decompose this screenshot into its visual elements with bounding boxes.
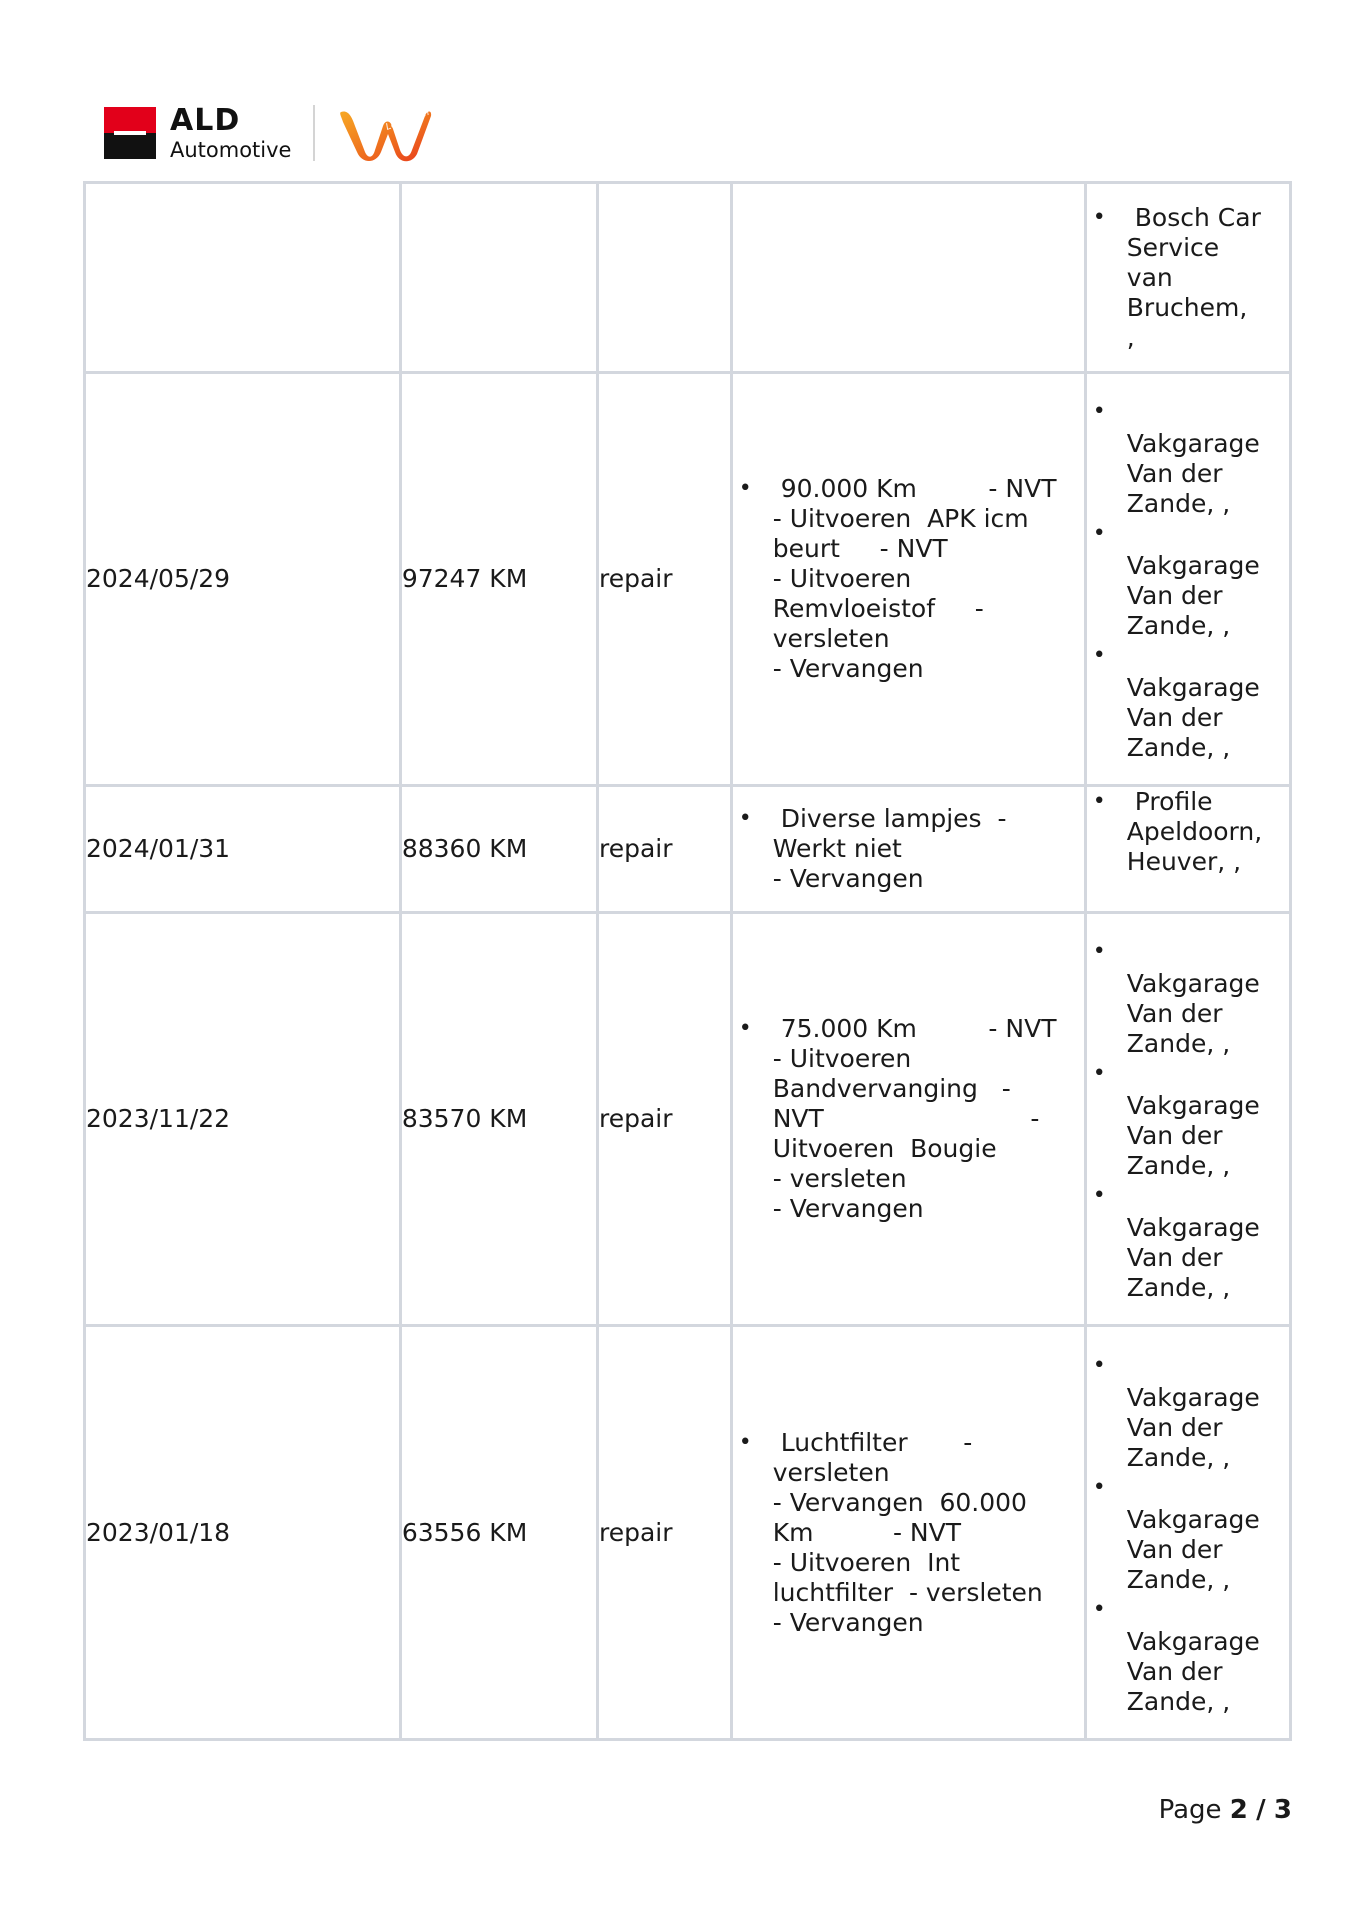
cell-date [85,183,401,373]
table-row [85,183,1291,373]
description-line: versleten [772,1457,890,1487]
garage-line: Zande, , [1126,733,1231,762]
cell-garage [1085,183,1290,373]
page-current: 2 [1229,1795,1248,1825]
garage-line [1127,397,1289,429]
garage-line: Van der [1126,1121,1223,1150]
garage-line [1127,1473,1289,1505]
garage-item [1087,1181,1289,1303]
bullet-icon: • [1092,1061,1106,1086]
table-row [85,913,1291,1326]
description-line: - Uitvoeren [772,1044,912,1073]
description-item [733,1014,1084,1224]
description-line: Werkt niet [772,834,902,863]
cell-type: repair [597,913,731,1326]
description-line: - Vervangen [772,1607,924,1637]
table-row [85,1326,1291,1740]
bullet-icon: • [1092,789,1106,814]
garage-line: Service [1126,232,1220,262]
description-item [733,1428,1084,1638]
page-number [1159,1795,1292,1825]
bullet-icon: • [738,1429,752,1455]
ald-brand: ALD [170,102,241,138]
bullet-icon: • [738,1016,752,1041]
garage-item [1087,1059,1289,1181]
description-line: beurt - NVT [772,534,948,563]
garage-line: Vakgarage [1126,551,1260,580]
description-line: - Vervangen [772,1194,924,1223]
bullet-icon: • [1092,1596,1106,1622]
garage-line [1127,519,1289,551]
garage-line [1127,1351,1289,1383]
garage-line [1127,641,1289,673]
garage-line: Vakgarage [1126,1504,1260,1534]
garage-line: Vakgarage [1126,1213,1260,1242]
garage-line: Zande, , [1126,1442,1231,1472]
description-line: 75.000 Km - NVT [780,1014,1057,1043]
garage-line: Apeldoorn, [1126,817,1263,846]
garage-line: Van der [1126,1656,1223,1686]
logo-divider [313,105,315,161]
garage-line: Vakgarage [1126,969,1260,998]
description-line: NVT - [772,1104,1040,1133]
description-item [733,474,1084,684]
cell-type [597,183,731,373]
garage-item [1087,519,1289,641]
page-label: Page [1158,1795,1222,1825]
garage-line: Van der [1126,1534,1223,1564]
cell-garage [1085,786,1290,913]
cell-date: 2023/11/22 [85,913,401,1326]
description-line: - versleten [772,1164,907,1193]
garage-line: Van der [1126,1243,1223,1272]
garage-item [1087,787,1289,877]
garage-item [1087,203,1289,353]
bullet-icon: • [1092,521,1106,546]
page-total: 3 [1273,1795,1292,1825]
description-line: - Uitvoeren Int [772,1547,961,1577]
bullet-icon: • [1092,1474,1106,1500]
description-line: versleten [772,624,890,653]
bullet-icon: • [1092,204,1106,230]
garage-item [1087,1351,1289,1473]
garage-line [1127,1595,1289,1627]
description-line: Km - NVT [772,1517,961,1547]
garage-line: Van der [1126,703,1223,732]
garage-item [1087,397,1289,519]
garage-line: Profile [1134,787,1213,816]
cell-date: 2023/01/18 [85,1326,401,1740]
cell-garage [1085,1326,1290,1740]
garage-line: Van der [1126,581,1223,610]
garage-line [1127,937,1289,969]
garage-line: Van der [1126,459,1223,488]
description-line: - Vervangen [772,864,924,893]
garage-item [1087,937,1289,1059]
maintenance-history-table [83,181,1292,1741]
garage-item [1087,641,1289,763]
bullet-icon: • [1092,1183,1106,1208]
garage-line [1127,1181,1289,1213]
garage-item [1087,1473,1289,1595]
bullet-icon: • [738,476,752,501]
garage-line: Van der [1126,999,1223,1028]
garage-line: Zande, , [1126,1564,1231,1594]
table-row [85,373,1291,786]
table-row [85,786,1291,913]
description-line: - Uitvoeren [772,564,912,593]
leaseplan-logo-icon [337,104,435,162]
cell-description [731,183,1085,373]
cell-type: repair [597,1326,731,1740]
cell-mileage: 63556 KM [400,1326,597,1740]
bullet-icon: • [738,806,752,831]
description-line: Remvloeistof - [772,594,984,623]
garage-line: , [1126,322,1135,352]
bullet-icon: • [1092,1352,1106,1378]
description-line: Diverse lampjes - [780,804,1007,833]
garage-line: Bruchem, [1126,292,1248,322]
garage-line: van [1126,262,1173,292]
garage-line: Zande, , [1126,1273,1231,1302]
garage-item [1087,1595,1289,1717]
cell-description [731,786,1085,913]
description-line: luchtfilter - versleten [772,1577,1043,1607]
description-line: Uitvoeren Bougie [772,1134,997,1163]
document-header [104,104,435,162]
cell-description [731,1326,1085,1740]
cell-mileage: 83570 KM [400,913,597,1326]
garage-line: Van der [1126,1412,1223,1442]
garage-line: Zande, , [1126,1029,1231,1058]
description-item [733,804,1084,894]
description-line: Luchtfilter - [780,1427,973,1457]
description-line: 90.000 Km - NVT [780,474,1057,503]
garage-line: Zande, , [1126,1686,1231,1716]
bullet-icon: • [1092,399,1106,424]
cell-garage [1085,913,1290,1326]
cell-description [731,913,1085,1326]
leaseplan-label: LeasePlan [385,107,432,133]
garage-line: Vakgarage [1126,673,1260,702]
cell-type: repair [597,373,731,786]
garage-line: Zande, , [1126,1151,1231,1180]
cell-type: repair [597,786,731,913]
ald-logo-icon [104,107,156,159]
garage-line: Heuver, , [1126,847,1242,876]
bullet-icon: • [1092,939,1106,964]
description-line: - Vervangen [772,654,924,683]
garage-line: Vakgarage [1126,429,1260,458]
cell-date: 2024/01/31 [85,786,401,913]
garage-line: Vakgarage [1126,1091,1260,1120]
ald-subtitle: Automotive [170,137,292,162]
description-line: Bandvervanging - [772,1074,1011,1103]
cell-description [731,373,1085,786]
cell-mileage [400,183,597,373]
description-line: - Uitvoeren APK icm [772,504,1029,533]
garage-line: Zande, , [1126,489,1231,518]
cell-mileage: 88360 KM [400,786,597,913]
garage-line: Vakgarage [1126,1382,1260,1412]
description-line: - Vervangen 60.000 [772,1487,1027,1517]
cell-date: 2024/05/29 [85,373,401,786]
bullet-icon: • [1092,643,1106,668]
cell-mileage: 97247 KM [400,373,597,786]
ald-wordmark [170,102,292,162]
garage-line: Vakgarage [1126,1626,1260,1656]
garage-line [1127,1059,1289,1091]
garage-line: Bosch Car [1134,202,1261,232]
page-separator: / [1256,1795,1266,1825]
garage-line: Zande, , [1126,611,1231,640]
cell-garage [1085,373,1290,786]
